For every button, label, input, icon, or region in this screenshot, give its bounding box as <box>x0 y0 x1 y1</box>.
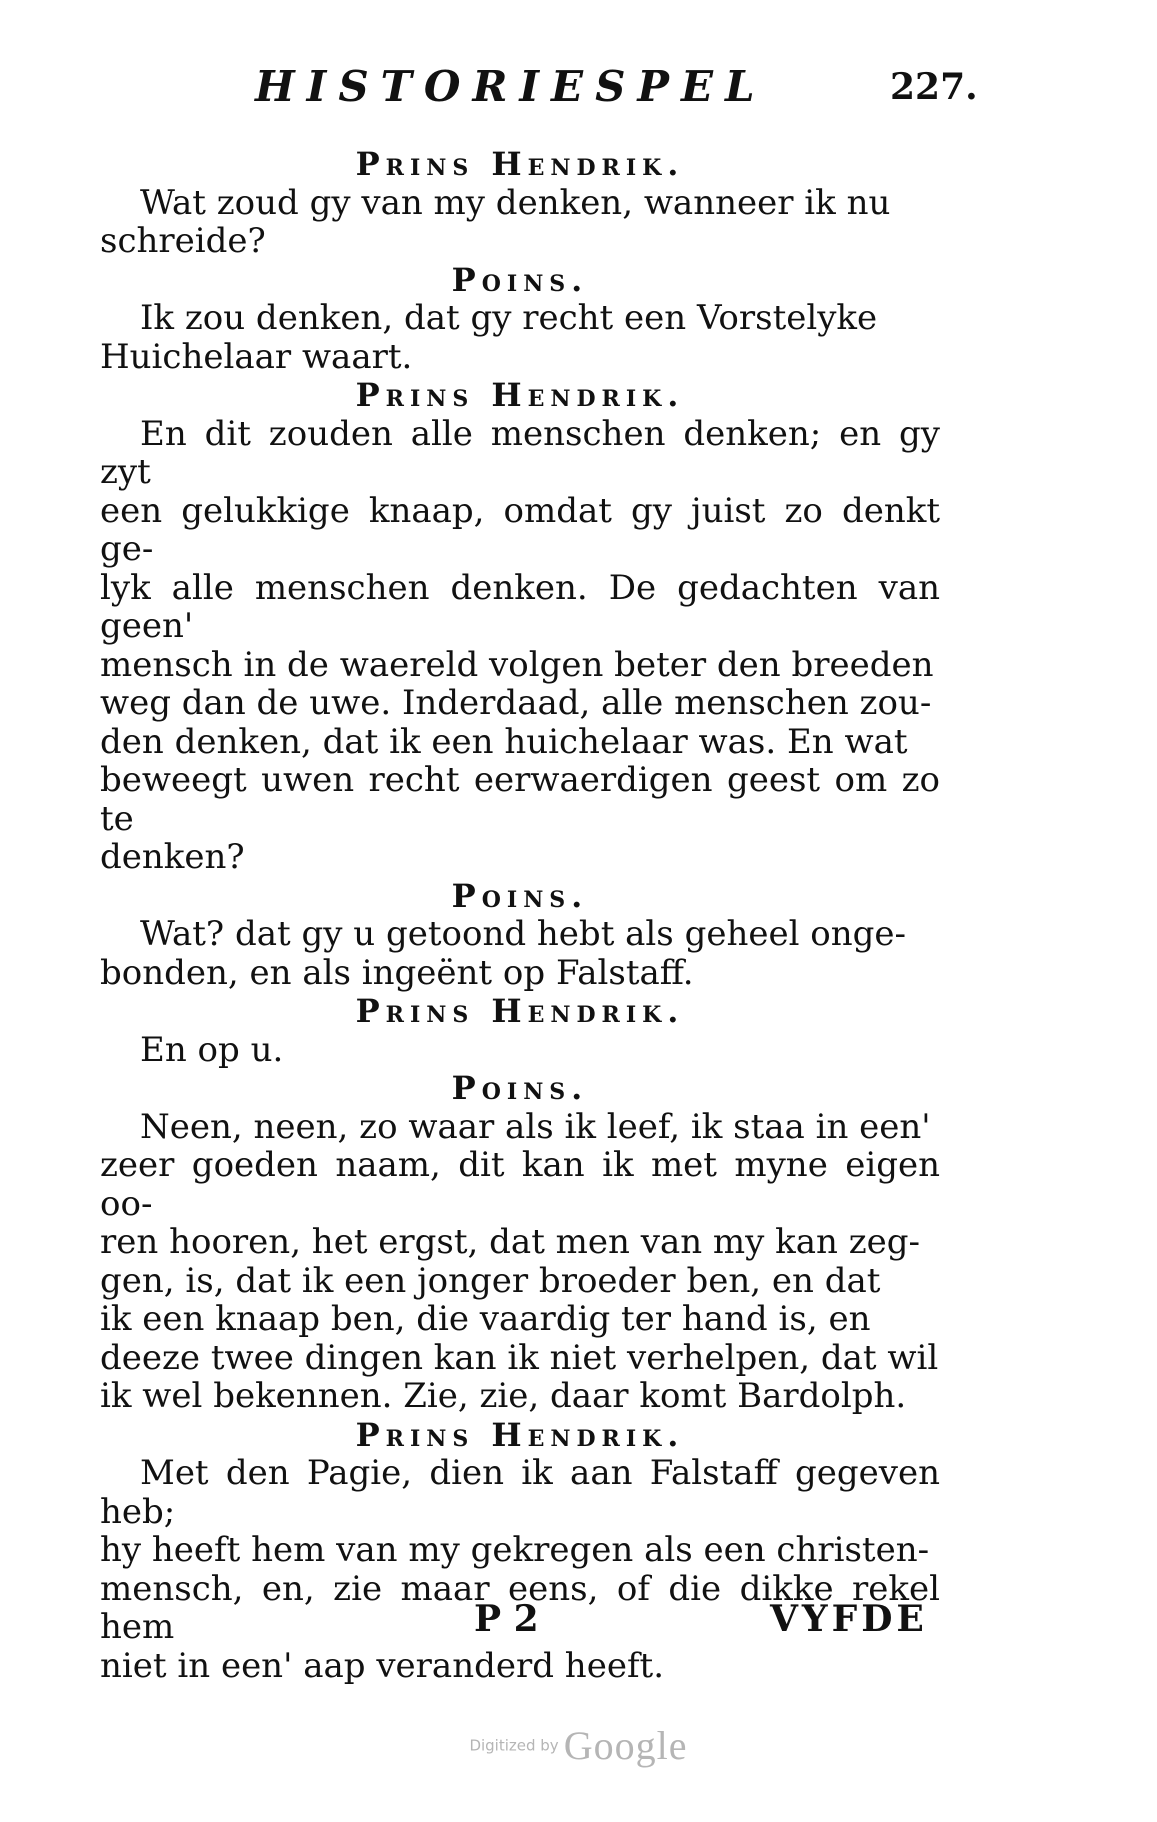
text-line: mensch in de waereld volgen beter den breeden <box>100 644 934 685</box>
text-line: ik een knaap ben, die vaardig ter hand is, en <box>100 1299 871 1339</box>
text-line: den denken, dat ik een huichelaar was. En wat <box>100 721 908 762</box>
speech-block <box>100 1031 940 1070</box>
text-line: zeer goeden naam, dit kan ik met myne eigen oo- <box>100 1145 940 1224</box>
watermark-prefix: Digitized by <box>469 1736 559 1755</box>
text-line: Wat zoud gy van my denken, wanneer ik nu <box>140 182 891 223</box>
signature-mark: P 2 <box>474 1598 539 1640</box>
text-line: ren hooren, het ergst, dat men van my kan zeg- <box>100 1222 921 1262</box>
speech-block <box>100 1454 940 1685</box>
text-line: Ik zou denken, dat gy recht een Vorstelyke <box>140 298 878 338</box>
text-line: hy heeft hem van my gekregen als een christen- <box>100 1530 930 1570</box>
speech-block <box>100 915 940 992</box>
text-line: een gelukkige knaap, omdat gy juist zo denkt ge- <box>100 490 940 569</box>
text-line: niet in een' aap veranderd heeft. <box>100 1645 665 1686</box>
speaker-heading: Prins Hendrik. <box>355 992 685 1030</box>
catchword: VYFDE <box>770 1598 928 1640</box>
text-line: weg dan de uwe. Inderdaad, alle menschen zou- <box>100 683 932 723</box>
speech-block <box>100 299 940 376</box>
speaker-heading: Prins Hendrik. <box>355 145 685 183</box>
page-header <box>0 62 1157 118</box>
text-line: Huichelaar waart. <box>100 336 413 377</box>
speaker-heading: Prins Hendrik. <box>355 376 685 414</box>
speaker-heading: Prins Hendrik. <box>355 1415 685 1454</box>
text-line: schreide? <box>100 221 266 261</box>
text-line: En dit zouden alle menschen denken; en gy zyt <box>100 413 940 492</box>
running-title: HISTORIESPEL <box>255 62 767 111</box>
text-line: gen, is, dat ik een jonger broeder ben, en dat <box>100 1260 881 1301</box>
text-line: deeze twee dingen kan ik niet verhelpen, dat wil <box>100 1337 939 1378</box>
text-line: beweegt uwen recht eerwaerdigen geest om zo te <box>100 760 940 839</box>
text-line: ik wel bekennen. Zie, zie, daar komt Bardolph. <box>100 1376 907 1416</box>
page-number: 227. <box>890 66 978 108</box>
text-line: En op u. <box>140 1029 284 1070</box>
text-line: Met den Pagie, dien ik aan Falstaff gegeven heb; <box>100 1453 940 1532</box>
speech-block <box>100 184 940 261</box>
digitized-watermark <box>0 1722 1157 1769</box>
speaker-heading: Poins. <box>451 260 589 299</box>
text-line: Wat? dat gy u getoond hebt als geheel onge- <box>140 914 907 954</box>
text-line: lyk alle menschen denken. De gedachten van geen' <box>100 567 940 646</box>
speech-block <box>100 1108 940 1416</box>
speech-block <box>100 415 940 877</box>
speaker-heading: Poins. <box>451 876 589 915</box>
watermark-brand: Google <box>563 1723 688 1768</box>
speaker-heading: Poins. <box>451 1069 589 1107</box>
text-line: mensch, en, zie maar eens, of die dikke rekel hem <box>100 1568 940 1647</box>
text-line: denken? <box>100 837 245 877</box>
play-text <box>100 145 940 1685</box>
text-line: bonden, en als ingeënt op Falstaff. <box>100 952 694 993</box>
text-line: Neen, neen, zo waar als ik leef, ik staa in een' <box>140 1106 931 1147</box>
page-footer <box>0 1598 1157 1648</box>
